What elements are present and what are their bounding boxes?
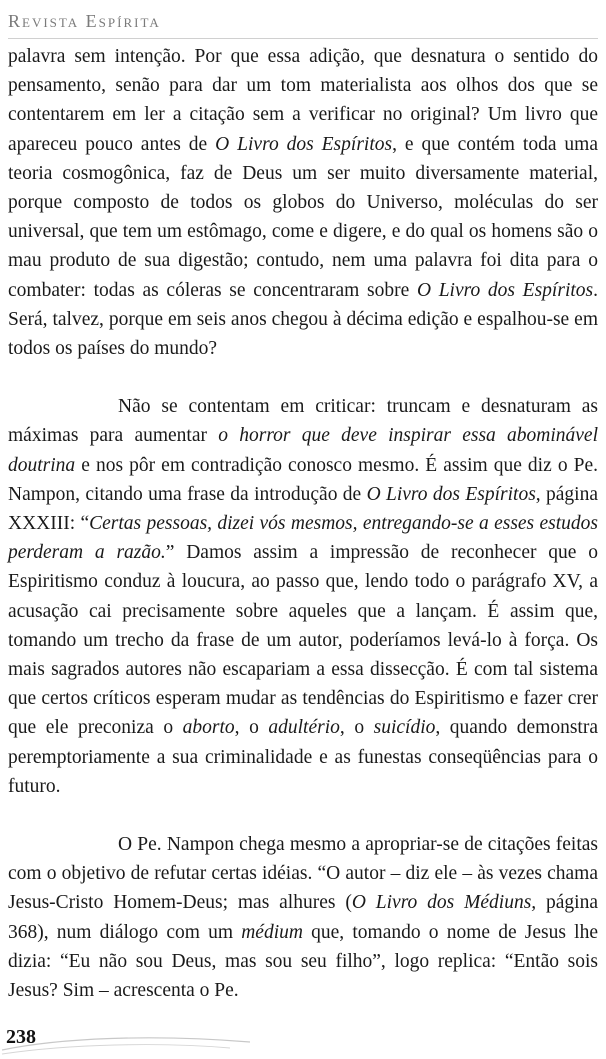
running-header (8, 8, 161, 34)
italic-text: suicídio (373, 717, 436, 739)
text-run: O Pe. Nampon chega mesmo a apropriar-se de citações feitas com o objetivo de refutar certas idéias. “O autor – diz ele – às vezes chama Jesus-Cristo Homem-Deus; mas alhures ( (8, 834, 598, 914)
italic-text: Certas pessoas, dizei vós mesmos, entregando-se a esses estudos perderam a razão. (8, 513, 598, 564)
text-run: , o (234, 717, 269, 739)
italic-text: adultério (268, 717, 340, 739)
text-run: Não se contentam em criticar: truncam e desnaturam as máximas para aumentar (8, 396, 598, 447)
text-run: , página XXXIII: “ (8, 483, 598, 535)
text-run: que, tomando o nome de Jesus lhe dizia: “Eu não sou Deus, mas sou seu filho”, logo replica: “Então sois Jesus? Sim – acrescenta o Pe. (8, 921, 598, 1002)
page-footer (0, 1020, 606, 1059)
body-text (8, 42, 598, 1005)
italic-text: aborto (182, 717, 235, 739)
paragraph (8, 42, 598, 363)
italic-text: O Livro dos Médiuns, (351, 892, 537, 914)
text-run: e nos pôr em contradição conosco mesmo. É assim que diz o Pe. Nampon, citando uma frase da introdução de (8, 454, 598, 505)
italic-text: o horror que deve inspirar essa abominável doutrina (8, 425, 599, 476)
italic-text: O Livro dos Espíritos (416, 279, 594, 301)
paragraph (8, 392, 598, 801)
paragraph (8, 830, 598, 1005)
page-number: 238 (6, 1026, 36, 1048)
italic-text: médium (241, 921, 303, 943)
text-run: ” Damos assim a impressão de reconhecer que o Espiritismo conduz à loucura, ao passo que, lendo todo o parágrafo XV, a acusação cai precisamente sobre aqueles que a lançam. É assim que, tomando um trecho da frase de um autor, poderíamos levá-lo à força. Os mais sagrados autores não escapariam a essa dissecção. É com tal sistema que certos críticos esperam mudar as tendências do Espiritismo e fazer crer que ele preconiza o (8, 542, 598, 739)
text-run: , quando demonstra peremptoriamente a sua criminalidade e as funestas conseqüências para o futuro. (8, 717, 598, 797)
italic-text: O Livro dos Espíritos (366, 483, 536, 505)
text-run: , o (339, 717, 374, 739)
swoosh-ornament-icon (0, 1020, 260, 1059)
text-run: . Será, talvez, porque em seis anos chegou à décima edição e espalhou-se em todos os países do mundo? (8, 279, 598, 360)
header-rule (8, 38, 598, 39)
text-run: página 368), num diálogo com um (8, 892, 598, 943)
italic-text: O Livro dos Espíritos (215, 133, 393, 155)
running-title: Revista Espírita (8, 10, 161, 31)
text-run: , e que contém toda uma teoria cosmogônica, faz de Deus um ser muito diversamente material, porque composto de todos os globos do Universo, moléculas do ser universal, que tem um estômago, come e digere, e do qual os homens são o mau produto de sua digestão; contudo, nem uma palavra foi dita para o combater: todas as cóleras se concentraram sobre (8, 133, 598, 301)
text-run: palavra sem intenção. Por que essa adição, que desnatura o sentido do pensamento, senão para dar um tom materialista aos olhos dos que se contentarem em ler a citação sem a verificar no original? Um livro que apareceu pouco antes de (8, 46, 598, 155)
